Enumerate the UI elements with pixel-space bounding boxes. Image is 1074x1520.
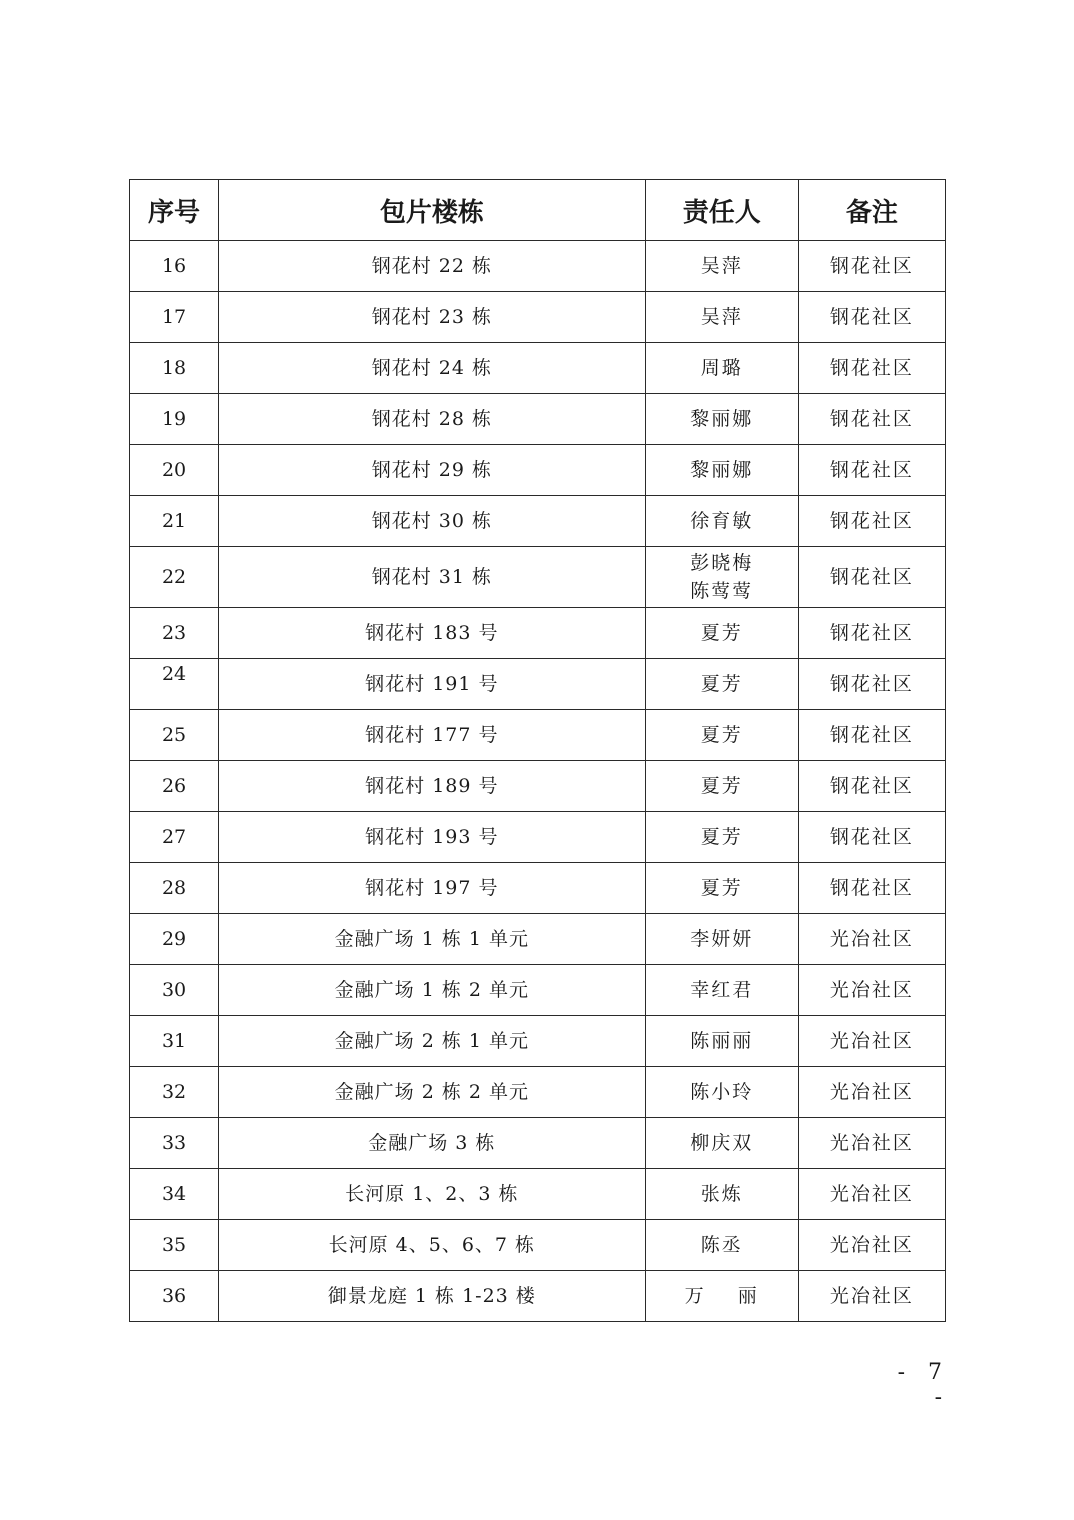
table-row	[130, 394, 946, 445]
row-number: 22	[130, 547, 219, 608]
row-number: 19	[130, 394, 219, 445]
note-cell: 光冶社区	[798, 1271, 945, 1322]
person-cell	[645, 659, 798, 710]
table-row	[130, 761, 946, 812]
row-number: 21	[130, 496, 219, 547]
note-cell: 钢花社区	[798, 812, 945, 863]
person-cell	[645, 1118, 798, 1169]
note-cell: 钢花社区	[798, 863, 945, 914]
note-cell: 钢花社区	[798, 292, 945, 343]
building-cell: 钢花村 22 栋	[219, 241, 646, 292]
building-cell: 钢花村 30 栋	[219, 496, 646, 547]
building-cell: 金融广场 2 栋 1 单元	[219, 1016, 646, 1067]
row-number: 26	[130, 761, 219, 812]
note-cell: 钢花社区	[798, 394, 945, 445]
building-cell: 钢花村 24 栋	[219, 343, 646, 394]
building-cell: 钢花村 31 栋	[219, 547, 646, 608]
person-name: 夏芳	[700, 775, 743, 797]
person-name: 幸红君	[690, 979, 754, 1001]
person-name: 黎丽娜	[690, 459, 754, 481]
person-name: 吴萍	[700, 306, 743, 328]
person-name: 陈莺莺	[690, 580, 754, 602]
note-cell: 钢花社区	[798, 608, 945, 659]
person-name: 夏芳	[700, 673, 743, 695]
row-number: 18	[130, 343, 219, 394]
person-cell	[645, 496, 798, 547]
row-number: 31	[130, 1016, 219, 1067]
person-name: 陈丞	[700, 1234, 743, 1256]
table-row	[130, 659, 946, 710]
table-row	[130, 343, 946, 394]
note-cell: 钢花社区	[798, 547, 945, 608]
table-row	[130, 1169, 946, 1220]
note-cell: 钢花社区	[798, 710, 945, 761]
person-cell	[645, 394, 798, 445]
note-cell: 光冶社区	[798, 914, 945, 965]
person-cell	[645, 1169, 798, 1220]
header-note: 备注	[798, 180, 945, 241]
table-row	[130, 1016, 946, 1067]
person-name: 柳庆双	[690, 1132, 754, 1154]
building-cell: 钢花村 28 栋	[219, 394, 646, 445]
person-cell	[645, 1067, 798, 1118]
building-cell: 金融广场 1 栋 2 单元	[219, 965, 646, 1016]
note-cell: 钢花社区	[798, 445, 945, 496]
note-cell: 钢花社区	[798, 659, 945, 710]
person-cell	[645, 343, 798, 394]
building-cell: 钢花村 193 号	[219, 812, 646, 863]
building-cell: 长河原 1、2、3 栋	[219, 1169, 646, 1220]
table-row	[130, 863, 946, 914]
person-name: 彭晓梅	[690, 552, 754, 574]
person-cell	[645, 292, 798, 343]
note-cell: 光冶社区	[798, 1118, 945, 1169]
person-name: 夏芳	[700, 877, 743, 899]
row-number: 28	[130, 863, 219, 914]
row-number-text: 24	[161, 663, 187, 685]
person-cell	[645, 241, 798, 292]
note-cell: 光冶社区	[798, 1016, 945, 1067]
building-cell: 钢花村 189 号	[219, 761, 646, 812]
note-cell: 光冶社区	[798, 1067, 945, 1118]
page-number: - 7 -	[897, 1360, 950, 1410]
header-building: 包片楼栋	[219, 180, 646, 241]
header-person: 责任人	[645, 180, 798, 241]
person-name: 万 丽	[684, 1285, 759, 1307]
row-number: 16	[130, 241, 219, 292]
note-cell: 钢花社区	[798, 343, 945, 394]
building-cell: 御景龙庭 1 栋 1-23 楼	[219, 1271, 646, 1322]
row-number: 29	[130, 914, 219, 965]
table-row	[130, 1067, 946, 1118]
header-no: 序号	[130, 180, 219, 241]
person-name: 黎丽娜	[690, 408, 754, 430]
table-row	[130, 445, 946, 496]
person-name: 夏芳	[700, 724, 743, 746]
header-row	[130, 180, 946, 241]
person-name: 陈小玲	[690, 1081, 754, 1103]
person-name: 徐育敏	[690, 510, 754, 532]
building-cell: 金融广场 2 栋 2 单元	[219, 1067, 646, 1118]
note-cell: 钢花社区	[798, 241, 945, 292]
building-cell: 钢花村 177 号	[219, 710, 646, 761]
table-body	[130, 241, 946, 1322]
building-cell: 钢花村 183 号	[219, 608, 646, 659]
building-cell: 钢花村 29 栋	[219, 445, 646, 496]
person-cell	[645, 1220, 798, 1271]
row-number: 34	[130, 1169, 219, 1220]
person-cell	[645, 608, 798, 659]
person-cell	[645, 965, 798, 1016]
building-cell: 长河原 4、5、6、7 栋	[219, 1220, 646, 1271]
person-cell	[645, 761, 798, 812]
person-name: 夏芳	[700, 826, 743, 848]
person-cell	[645, 812, 798, 863]
table-row	[130, 914, 946, 965]
responsibility-table	[129, 179, 946, 1322]
row-number: 25	[130, 710, 219, 761]
table-row	[130, 1271, 946, 1322]
row-number: 20	[130, 445, 219, 496]
note-cell: 光冶社区	[798, 1220, 945, 1271]
table-row	[130, 812, 946, 863]
person-name: 李妍妍	[690, 928, 754, 950]
row-number: 33	[130, 1118, 219, 1169]
row-number: 27	[130, 812, 219, 863]
row-number: 32	[130, 1067, 219, 1118]
person-cell	[645, 863, 798, 914]
building-cell: 钢花村 23 栋	[219, 292, 646, 343]
person-name: 夏芳	[700, 622, 743, 644]
row-number: 30	[130, 965, 219, 1016]
row-number: 35	[130, 1220, 219, 1271]
building-cell: 钢花村 197 号	[219, 863, 646, 914]
note-cell: 钢花社区	[798, 496, 945, 547]
row-number: 17	[130, 292, 219, 343]
row-number: 36	[130, 1271, 219, 1322]
table-row	[130, 547, 946, 608]
table-row	[130, 496, 946, 547]
person-name: 张炼	[700, 1183, 743, 1205]
note-cell: 光冶社区	[798, 1169, 945, 1220]
person-cell	[645, 445, 798, 496]
building-cell: 金融广场 1 栋 1 单元	[219, 914, 646, 965]
table-row	[130, 1118, 946, 1169]
person-cell	[645, 1271, 798, 1322]
person-name: 周璐	[700, 357, 743, 379]
row-number: 23	[130, 608, 219, 659]
person-name: 陈丽丽	[690, 1030, 754, 1052]
building-cell: 金融广场 3 栋	[219, 1118, 646, 1169]
person-cell	[645, 1016, 798, 1067]
table-row	[130, 965, 946, 1016]
note-cell: 钢花社区	[798, 761, 945, 812]
table-row	[130, 710, 946, 761]
building-cell: 钢花村 191 号	[219, 659, 646, 710]
person-cell	[645, 914, 798, 965]
table-row	[130, 292, 946, 343]
table-row	[130, 608, 946, 659]
note-cell: 光冶社区	[798, 965, 945, 1016]
row-number	[130, 659, 219, 710]
person-cell	[645, 547, 798, 608]
person-cell	[645, 710, 798, 761]
table-row	[130, 241, 946, 292]
person-name: 吴萍	[700, 255, 743, 277]
table-row	[130, 1220, 946, 1271]
